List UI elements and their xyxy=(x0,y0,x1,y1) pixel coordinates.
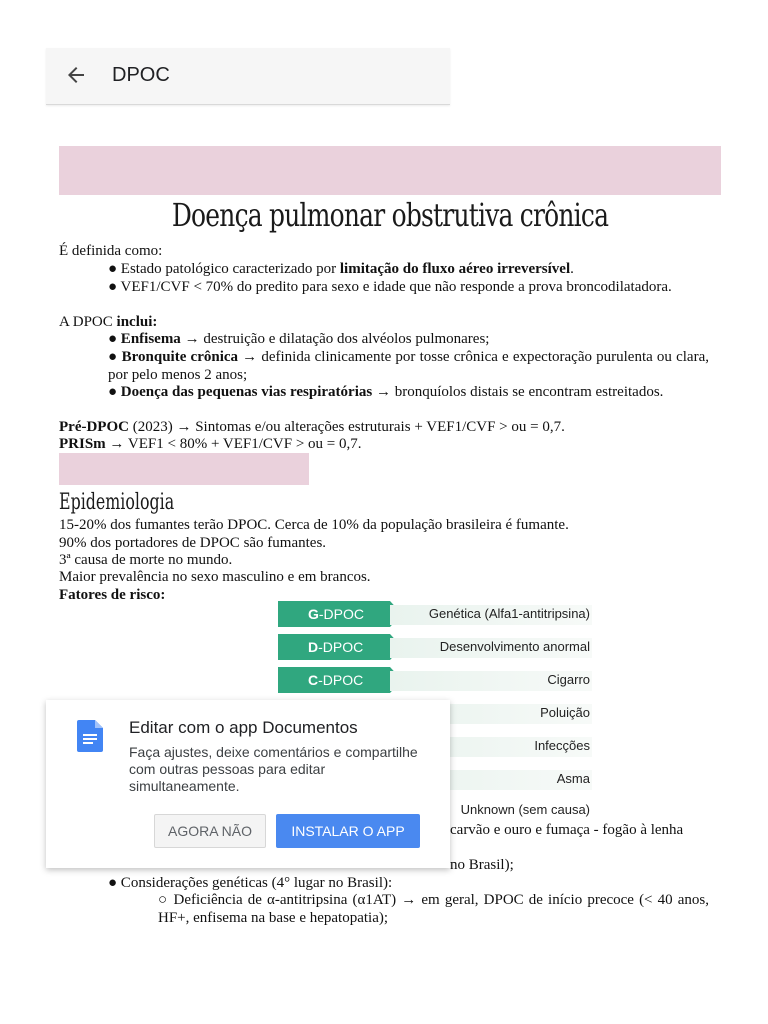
section-heading-epidemiologia: Epidemiologia xyxy=(59,490,175,515)
document-title: Doença pulmonar obstrutiva crônica xyxy=(171,196,609,234)
risk-text-partial-1: carvão e ouro e fumaça - fogão à lenha xyxy=(450,822,684,838)
dialog-title: Editar com o app Documentos xyxy=(129,718,358,737)
install-app-button[interactable]: INSTALAR O APP xyxy=(276,814,420,848)
definition-intro: É definida como: xyxy=(59,243,163,259)
figure-label: Unknown (sem causa) xyxy=(460,802,590,817)
figure-row xyxy=(278,667,592,693)
figure-label: Poluição xyxy=(540,705,590,720)
genetic-considerations: ● Considerações genéticas (4° lugar no Brasil): xyxy=(108,875,393,891)
not-now-button[interactable]: AGORA NÃO xyxy=(154,814,266,848)
install-app-dialog xyxy=(46,700,450,868)
pre-dpoc-line: Pré-DPOC (2023) → Sintomas e/ou alterações estruturais + VEF1/CVF > ou = 0,7. xyxy=(59,419,565,435)
figure-tag: D-DPOC xyxy=(278,634,390,660)
epi-line-2: 90% dos portadores de DPOC são fumantes. xyxy=(59,535,327,551)
epi-line-4: Maior prevalência no sexo masculino e em brancos. xyxy=(59,569,371,585)
epi-line-3: 3ª causa de morte no mundo. xyxy=(59,552,233,568)
includes-item-bronquite: ● Bronquite crônica → definida clinicamente por tosse crônica e expectoração purulenta ou clara, por pelo menos 2 anos; xyxy=(108,349,709,383)
prism-line: PRISm → VEF1 < 80% + VEF1/CVF > ou = 0,7. xyxy=(59,436,362,452)
figure-label: Genética (Alfa1-antitripsina) xyxy=(428,606,590,621)
includes-heading: A DPOC inclui: xyxy=(59,314,158,330)
figure-label: Cigarro xyxy=(547,672,590,687)
figure-row xyxy=(278,634,592,660)
highlight-band xyxy=(59,146,721,195)
includes-item-pequenas-vias: ● Doença das pequenas vias respiratórias → bronquíolos distais se encontram estreitados. xyxy=(108,384,664,400)
includes-item-enfisema: ● Enfisema → destruição e dilatação dos alvéolos pulmonares; xyxy=(108,331,490,347)
risk-factors-heading: Fatores de risco: xyxy=(59,587,166,603)
figure-tag: C-DPOC xyxy=(278,667,390,693)
figure-label: Infecções xyxy=(534,738,590,753)
app-bar xyxy=(46,48,450,105)
definition-bullet-1: ● Estado patológico caracterizado por limitação do fluxo aéreo irreversível. xyxy=(108,261,574,277)
epi-line-1: 15-20% dos fumantes terão DPOC. Cerca de 10% da população brasileira é fumante. xyxy=(59,517,569,533)
google-docs-icon xyxy=(77,720,103,752)
risk-text-partial-2: no Brasil); xyxy=(450,857,514,873)
genetic-subitem-alpha1: ○ Deficiência de α-antitripsina (α1AT) → em geral, DPOC de início precoce (< 40 anos, HF+, enfisema na base e hepatopatia); xyxy=(158,892,709,926)
figure-tag: G-DPOC xyxy=(278,601,390,627)
app-bar-title: DPOC xyxy=(112,64,170,86)
dialog-body: Faça ajustes, deixe comentários e compartilhe com outras pessoas para editar simultaneamente. xyxy=(129,744,418,794)
definition-bullet-2: ● VEF1/CVF < 70% do predito para sexo e idade que não responde a prova broncodilatadora. xyxy=(108,279,672,295)
figure-label: Desenvolvimento anormal xyxy=(439,639,590,654)
highlight-band xyxy=(59,453,309,485)
figure-label: Asma xyxy=(556,771,590,786)
figure-row xyxy=(278,601,592,627)
arrow-left-icon[interactable] xyxy=(64,63,88,87)
